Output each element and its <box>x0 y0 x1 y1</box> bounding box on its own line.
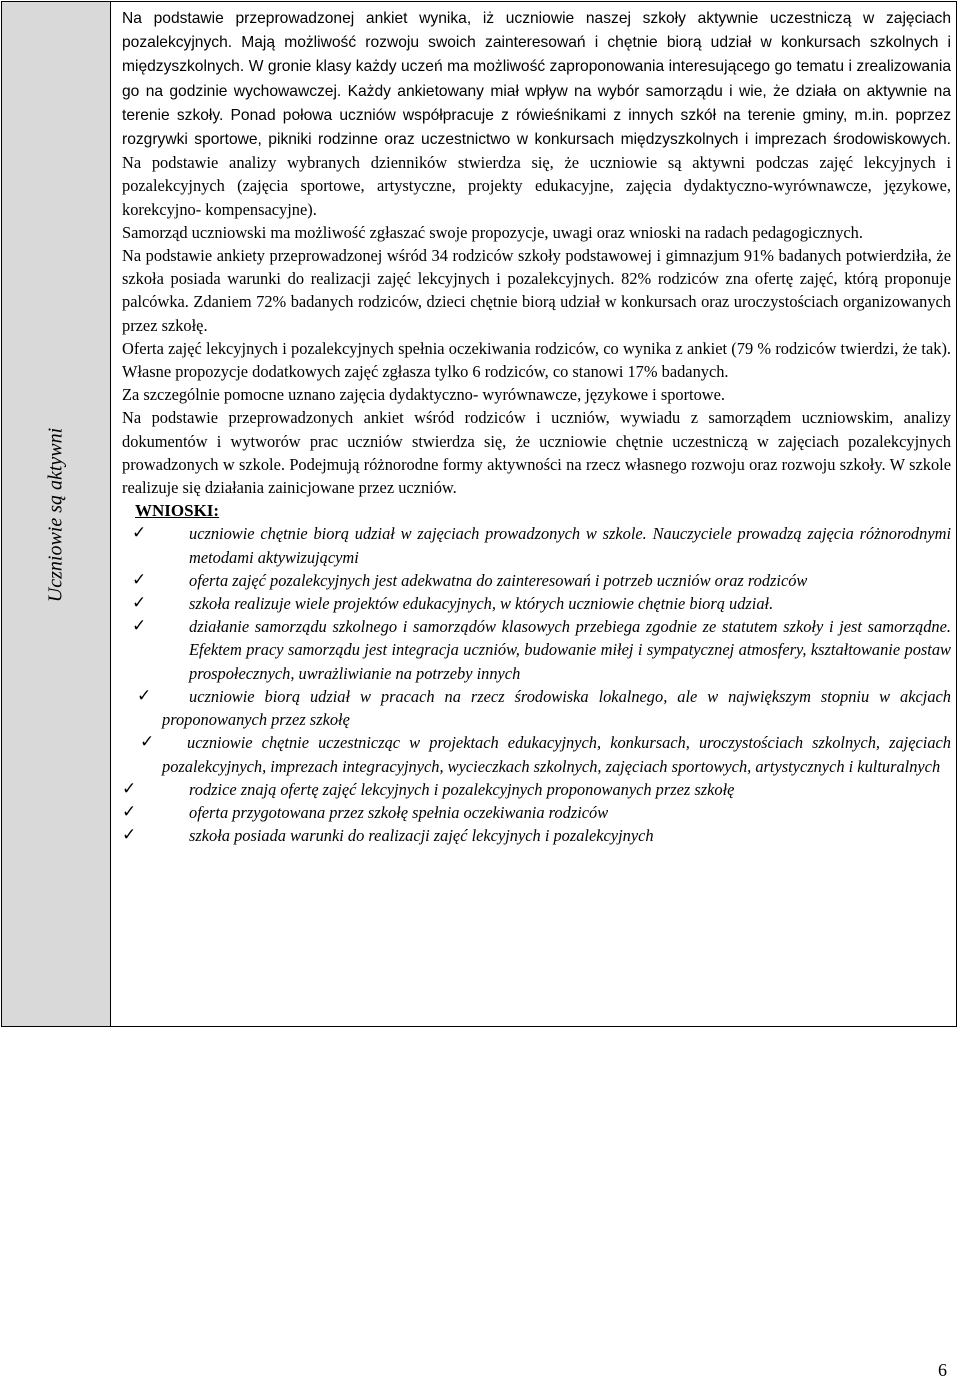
checkmark-icon: ✓ <box>132 616 147 637</box>
paragraph-survey-results <box>122 6 951 221</box>
checkmark-icon: ✓ <box>132 593 147 614</box>
side-header-cell <box>2 2 111 1026</box>
checkmark-icon: ✓ <box>122 778 137 799</box>
paragraph-journal-analysis: Na podstawie analizy wybranych dzienników stwierdza się, że uczniowie są aktywni podczas zajęć lekcyjnych i pozalekcyjnych (zajęcia sportowe, artystyczne, projekty edukacyjne, zajęcia dydaktyczno-wyrównawcze, językowe, korekcyjno- kompensacyjne). <box>122 153 951 219</box>
conclusion-item: ✓ szkoła posiada warunki do realizacji zajęć lekcyjnych i pozalekcyjnych <box>122 824 951 847</box>
conclusion-item: ✓ rodzice znają ofertę zajęć lekcyjnych i pozalekcyjnych proponowanych przez szkołę <box>122 778 951 801</box>
conclusions-heading: WNIOSKI: <box>135 501 220 521</box>
conclusions-list <box>122 522 951 847</box>
checkmark-icon: ✓ <box>122 825 137 846</box>
paragraph-parent-survey: Na podstawie ankiety przeprowadzonej wśród 34 rodziców szkoły podstawowej i gimnazjum 91% badanych potwierdziła, że szkoła posiada warunki do realizacji zajęć lekcyjnych i pozalekcyjnych. 82% rodziców zna ofertę zajęć, którą proponuje palcówka. Zdaniem 72% badanych rodziców, dzieci chętnie biorą udział w konkursach oraz uroczystościach organizowanych przez szkołę. <box>122 246 951 335</box>
page-number: 6 <box>938 1360 947 1380</box>
checkmark-icon: ✓ <box>122 801 137 822</box>
conclusion-item: ✓ uczniowie chętnie biorą udział w zajęciach prowadzonych w szkole. Nauczyciele prowadzą zajęcia różnorodnymi metodami aktywizującymi <box>132 523 951 567</box>
checkmark-icon: ✓ <box>132 523 147 544</box>
paragraph-helpful-classes: Za szczególnie pomocne uznano zajęcia dydaktyczno- wyrównawcze, językowe i sportowe. <box>122 385 726 405</box>
conclusion-item: ✓ uczniowie biorą udział w pracach na rzecz środowiska lokalnego, ale w największym stopniu w akcjach proponowanych przez szkołę <box>137 685 951 730</box>
conclusion-item: ✓ szkoła realizuje wiele projektów edukacyjnych, w których uczniowie chętnie biorą udział. <box>122 592 951 615</box>
paragraph-survey-sans-text: Na podstawie przeprowadzonej ankiet wynika, iż uczniowie naszej szkoły aktywnie uczestniczą w zajęciach pozalekcyjnych. Mają możliwość rozwoju swoich zainteresowań i chętnie biorą udział w konkursach szkolnych i międzyszkolnych. W gronie klasy każdy uczeń ma możliwość zaproponowania interesującego go tematu i zrealizowania go na godzinie wychowawczej. Każdy ankietowany miał wpływ na wybór samorządu i wie, że działa on aktywnie na terenie szkoły. Ponad połowa uczniów współpracuje z rówieśnikami z innych szkół na terenie gminy, m.in. poprzez rozgrywki sportowe, pikniki rodzinne oraz uczestnictwo w konkursach międzyszkolnych i imprezach środowiskowych. <box>122 10 951 149</box>
checkmark-icon: ✓ <box>132 569 147 590</box>
conclusion-item: ✓ działanie samorządu szkolnego i samorządów klasowych przebiega zgodnie ze statutem szkoły i jest samorządne. Efektem pracy samorządu jest integracja uczniów, budowanie miłej i sympatycznej atmosfery, kształtowanie postaw prospołecznych, uwrażliwianie na potrzeby innych <box>132 616 951 683</box>
paragraph-summary: Na podstawie przeprowadzonych ankiet wśród rodziców i uczniów, wywiadu z samorządem uczniowskim, analizy dokumentów i wytworów prac uczniów stwierdza się, że uczniowie chętnie uczestniczą w zajęciach pozalekcyjnych prowadzonych w szkole. Podejmują różnorodne formy aktywności na rzecz własnego rozwoju oraz rozwoju szkoły. W szkole realizuje się działania zainicjowane przez uczniów. <box>122 408 951 498</box>
evaluation-table <box>1 1 957 1027</box>
paragraph-offer-expectations: Oferta zajęć lekcyjnych i pozalekcyjnych spełnia oczekiwania rodziców, co wynika z ankiet (79 % rodziców twierdzi, że tak). Własne propozycje dodatkowych zajęć zgłasza tylko 6 rodziców, co stanowi 17% badanych. <box>122 338 951 382</box>
conclusion-item: ✓ oferta przygotowana przez szkołę spełnia oczekiwania rodziców <box>122 801 951 824</box>
side-header-label: Uczniowie są aktywni <box>44 427 67 603</box>
conclusion-item: ✓ uczniowie chętnie uczestnicząc w projektach edukacyjnych, konkursach, uroczystościach szkolnych, zajęciach pozalekcyjnych, imprezach integracyjnych, wycieczkach szkolnych, zajęciach sportowych, artystycznych i kulturalnych <box>140 732 951 776</box>
content-cell <box>122 6 951 847</box>
paragraph-student-council: Samorząd uczniowski ma możliwość zgłaszać swoje propozycje, uwagi oraz wnioski na radach pedagogicznych. <box>122 222 863 242</box>
checkmark-icon: ✓ <box>140 732 155 753</box>
conclusion-item: ✓ oferta zajęć pozalekcyjnych jest adekwatna do zainteresowań i potrzeb uczniów oraz rodziców <box>122 569 951 592</box>
checkmark-icon: ✓ <box>137 685 152 706</box>
